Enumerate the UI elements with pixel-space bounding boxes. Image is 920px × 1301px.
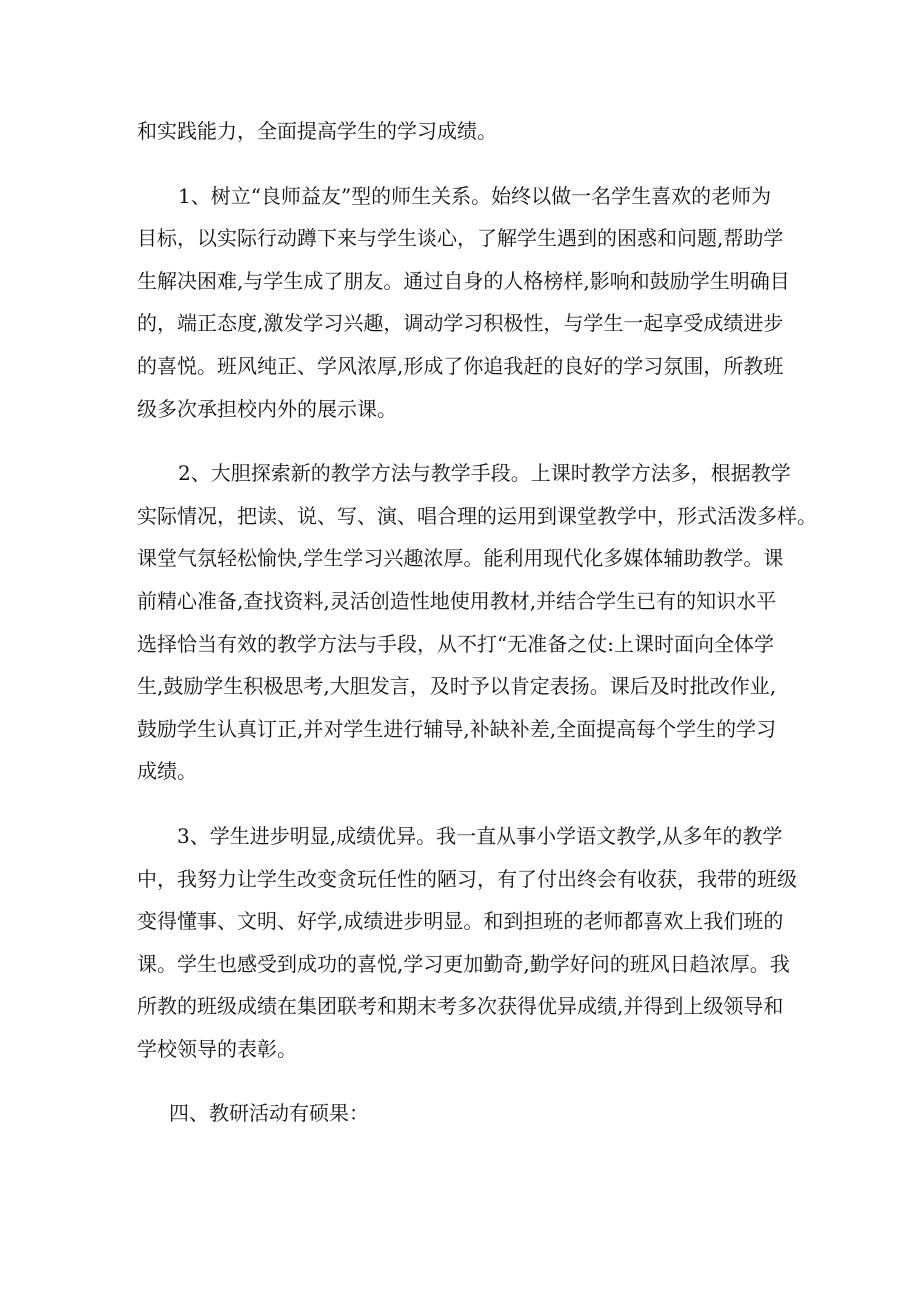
paragraph-line: 级多次承担校内外的展示课。: [137, 396, 397, 421]
paragraph-2: [137, 452, 817, 793]
paragraph-line: 3、学生进步明显,成绩优异。我一直从事小学语文教学,从多年的教学: [177, 823, 783, 848]
paragraph-line: 学校领导的表彰。: [137, 1036, 297, 1061]
section-heading: 四、教研活动有硕果：: [169, 1101, 369, 1126]
paragraph-line: 成绩。: [137, 759, 197, 784]
document-body: [137, 110, 817, 1135]
paragraph-gap: [137, 430, 797, 452]
paragraph-line: 变得懂事、文明、好学,成绩进步明显。和到担班的老师都喜欢上我们班的: [137, 909, 784, 934]
paragraph-line: 中，我努力让学生改变贪玩任性的陋习，有了付出终会有收获，我带的班级: [137, 866, 797, 891]
paragraph-line: 的喜悦。班风纯正、学风浓厚,形成了你追我赶的良好的学习氛围，所教班: [137, 353, 784, 378]
paragraph-line: 生解决困难,与学生成了朋友。通过自身的人格榜样,影响和鼓励学生明确目: [137, 268, 790, 293]
paragraph-3: [137, 815, 797, 1071]
intro-line: 和实践能力，全面提高学生的学习成绩。: [137, 119, 497, 143]
paragraph-line: 的，端正态度,激发学习兴趣，调动学习积极性，与学生一起享受成绩进步: [137, 311, 784, 336]
paragraph-line: 所教的班级成绩在集团联考和期末考多次获得优异成绩,并得到上级领导和: [137, 994, 784, 1019]
paragraph-line: 实际情况，把读、说、写、演、唱合理的运用到课堂教学中，形式活泼多样。: [137, 503, 817, 528]
paragraph-gap: [137, 793, 797, 815]
paragraph-1: [137, 175, 797, 431]
paragraph-line: 课。学生也感受到成功的喜悦,学习更加勤奇,勤学好问的班风日趋浓厚。我: [137, 951, 790, 976]
paragraph-line: 选择恰当有效的教学方法与手段，从不打“无准备之仗:上课时面向全体学: [137, 631, 774, 656]
paragraph-line: 课堂气氛轻松愉快,学生学习兴趣浓厚。能利用现代化多媒体辅助教学。课: [137, 546, 784, 571]
paragraph-line: 生,鼓励学生积极思考,大胆发言，及时予以肯定表扬。课后及时批改作业,: [137, 674, 777, 699]
paragraph-line: 目标，以实际行动蹲下来与学生谈心，了解学生遇到的困惑和问题,帮助学: [137, 226, 784, 251]
paragraph-line: 前精心准备,查找资料,灵活创造性地使用教材,并结合学生已有的知识水平: [137, 588, 777, 613]
paragraph-gap: [137, 153, 797, 175]
paragraph-line: 鼓励学生认真订正,并对学生进行辅导,补缺补差,全面提高每个学生的学习: [137, 716, 777, 741]
paragraph-line: 2、大胆探索新的教学方法与教学手段。上课时教学方法多，根据教学: [178, 461, 791, 486]
paragraph-line: 1、树立“良师益友”型的师生关系。始终以做一名学生喜欢的老师为: [178, 183, 772, 208]
paragraph-gap: [137, 1070, 797, 1092]
